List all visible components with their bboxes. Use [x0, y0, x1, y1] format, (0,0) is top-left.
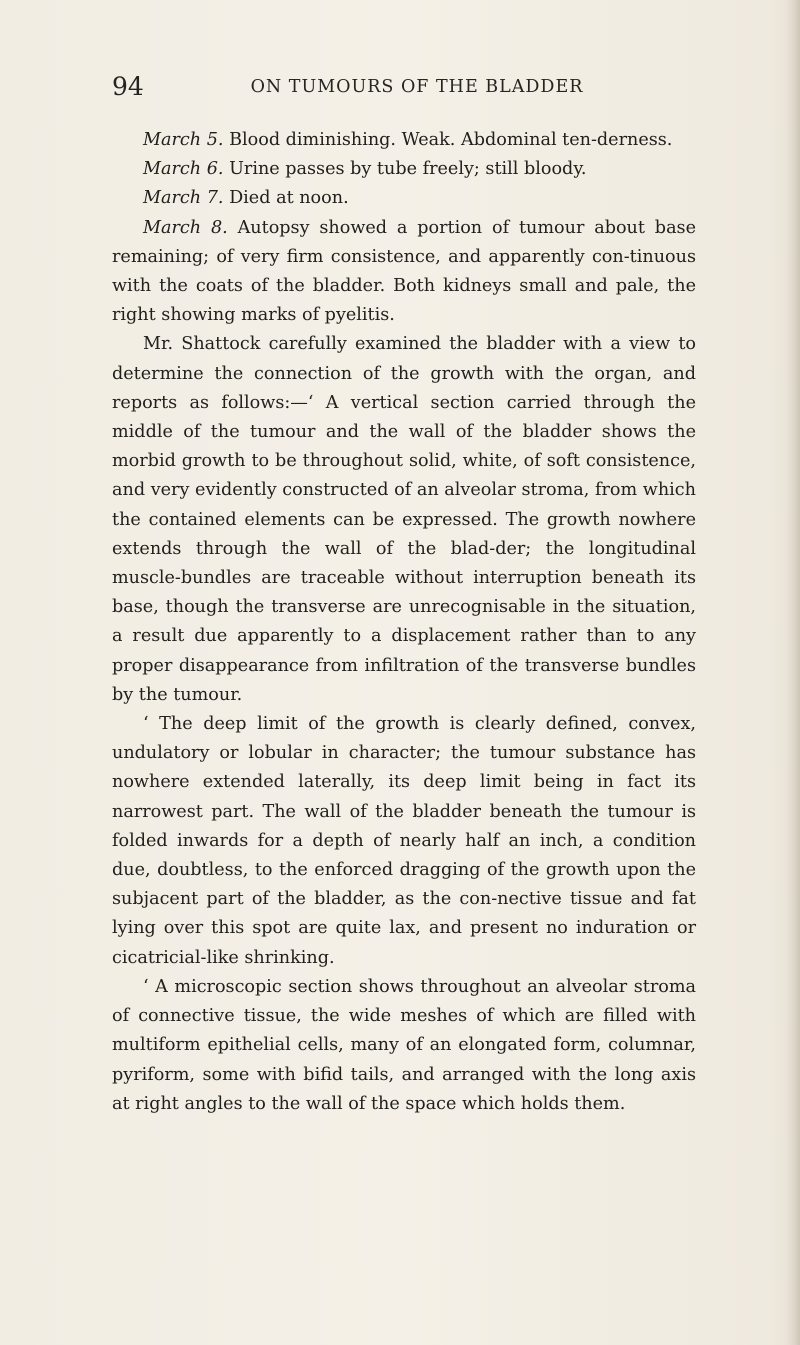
paragraph-text: Mr. Shattock carefully examined the bladder with a view to determine the connection of the growth with the organ, and reports as follows:—‘ A vertical section carried through the middle of the tumour and the wall of the bladder shows the morbid growth to be throughout solid, white, of soft consistence, and very evidently constructed of an alveolar stroma, from which the contained elements can be expressed. The growth nowhere extends through the wall of the blad-der; the longitudinal muscle-bundles are traceable without interruption beneath its base, though the transverse are unrecognisable in the situation, a result due apparently to a displacement rather than to any proper disappearance from infiltration of the transverse bundles by the tumour. — [112, 334, 696, 705]
entry-date: March 6. — [143, 159, 224, 180]
paragraph-deep-limit — [112, 710, 696, 973]
entry-date: March 7. — [143, 188, 224, 209]
paragraph-text: Urine passes by tube freely; still bloody. — [223, 159, 587, 180]
paragraph-microscopic-section — [112, 973, 696, 1119]
entry-date: March 5. — [143, 130, 224, 150]
body-text — [112, 126, 696, 1119]
entry-date: March 8. — [143, 217, 228, 238]
paragraph-shattock-report — [112, 330, 696, 710]
paragraph-text: Blood diminishing. Weak. Abdominal ten-derness. — [223, 130, 673, 150]
paragraph-march-6 — [112, 155, 696, 184]
paragraph-text: ‘ A microscopic section shows throughout an alveolar stroma of connective tissue, the wide meshes of which are filled with multiform epithelial cells, many of an elongated form, columnar, pyriform, some with bifid tails, and arranged with the long axis at right angles to the wall of the space which holds them. — [112, 976, 696, 1114]
page-edge-shadow — [786, 0, 800, 1345]
running-head: ON TUMOURS OF THE BLADDER — [250, 77, 584, 97]
paragraph-march-5 — [112, 126, 696, 155]
page-header — [112, 70, 694, 104]
page-number: 94 — [112, 72, 144, 101]
paragraph-text: Autopsy showed a portion of tumour about base remaining; of very firm consistence, and apparently con-tinuous with the coats of the bladder. Both kidneys small and pale, the right showing marks of pyelitis. — [112, 217, 696, 326]
paragraph-text: Died at noon. — [223, 188, 349, 209]
paragraph-march-7 — [112, 184, 696, 213]
paragraph-text: ‘ The deep limit of the growth is clearly defined, convex, undulatory or lobular in character; the tumour substance has nowhere extended laterally, its deep limit being in fact its narrowest part. The wall of the bladder beneath the tumour is folded inwards for a depth of nearly half an inch, a condition due, doubtless, to the enforced dragging of the growth upon the subjacent part of the bladder, as the con-nective tissue and fat lying over this spot are quite lax, and present no induration or cicatricial-like shrinking. — [112, 714, 696, 968]
paragraph-march-8 — [112, 214, 696, 331]
